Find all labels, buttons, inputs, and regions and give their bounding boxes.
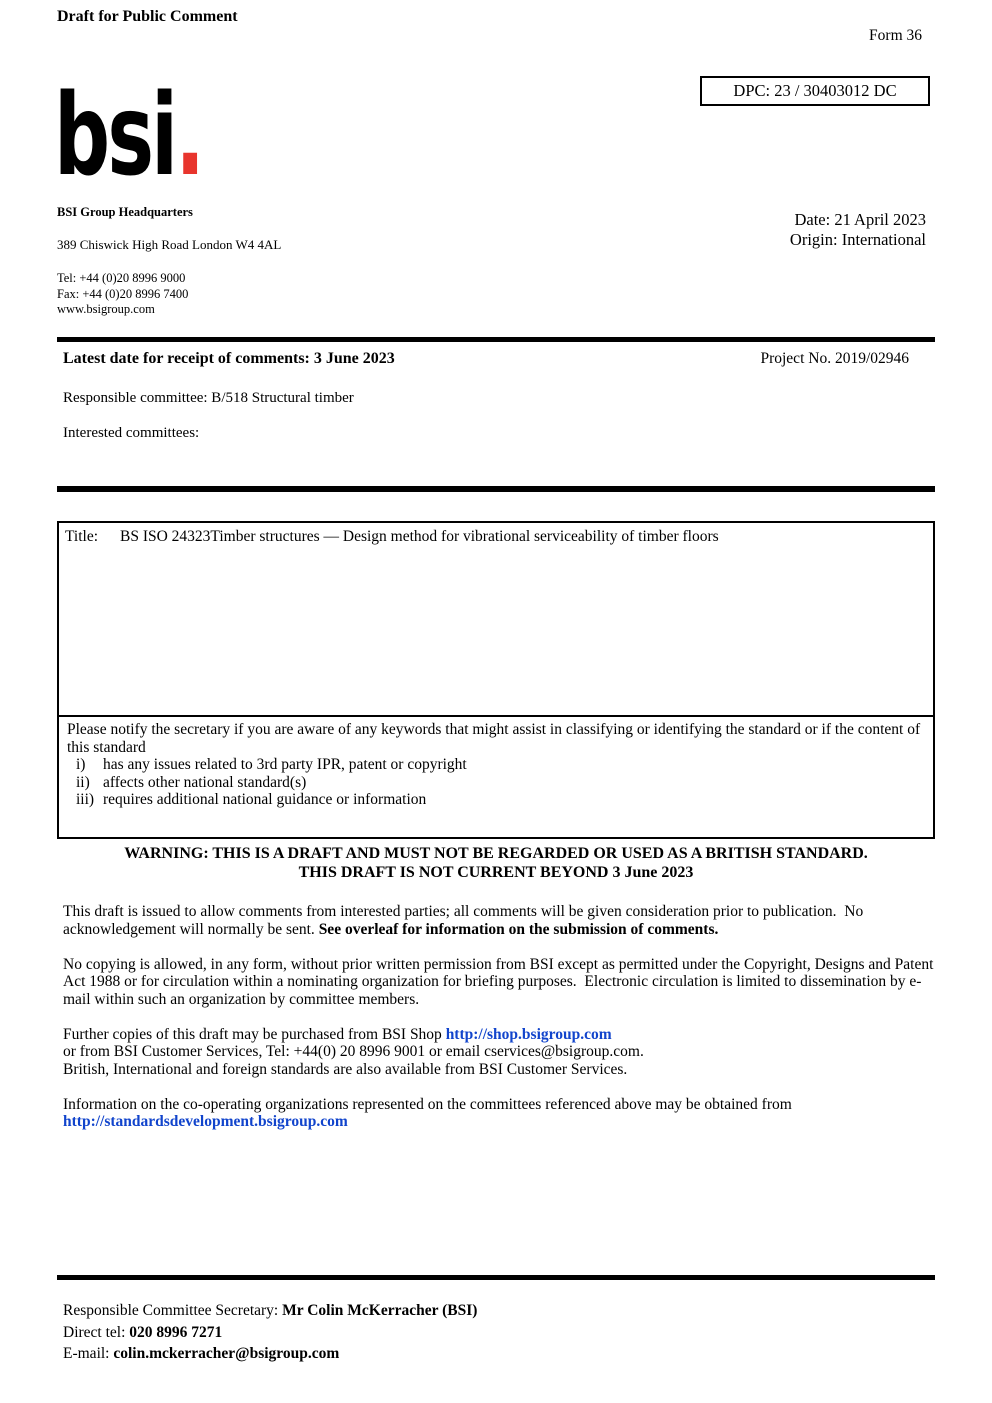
keywords-item xyxy=(67,791,925,809)
draft-for-public-comment-label: Draft for Public Comment xyxy=(57,8,238,25)
standards-availability-text: British, International and foreign standards are also available from BSI Customer Services. xyxy=(63,1060,628,1078)
comments-meta-row xyxy=(57,350,935,368)
email-label: E-mail: xyxy=(63,1345,114,1362)
email-value: colin.mckerracher@bsigroup.com xyxy=(113,1345,340,1362)
body-paragraphs xyxy=(63,903,935,1148)
paragraph-copyright-notice: No copying is allowed, in any form, without prior written permission from BSI except as permitted under the Copyright, Designs and Patent Act 1988 or for circulation within a nominating organization for briefing purposes. Electronic circulation is limited to dissemination by e-mail within such an organization by committee members. xyxy=(63,955,937,1008)
draft-warning-line1: WARNING: THIS IS A DRAFT AND MUST NOT BE REGARDED OR USED AS A BRITISH STANDARD. xyxy=(124,845,868,862)
secretary-line xyxy=(63,1300,477,1322)
dpc-number: DPC: 23 / 30403012 DC xyxy=(733,81,897,100)
comments-notice-text: This draft is issued to allow comments from interested parties; all comments will be given consideration prior to publication. No acknowledgement will normally be sent. xyxy=(63,903,868,938)
footer-contact-block xyxy=(63,1300,477,1365)
hq-address: 389 Chiswick High Road London W4 4AL xyxy=(57,237,282,252)
hq-fax: Fax: +44 (0)20 8996 7400 xyxy=(57,286,189,301)
project-number: Project No. 2019/02946 xyxy=(760,350,909,367)
direct-tel-line xyxy=(63,1322,477,1344)
hq-title: BSI Group Headquarters xyxy=(57,205,193,219)
keywords-item-number: ii) xyxy=(76,773,90,791)
direct-tel-value: 020 8996 7271 xyxy=(129,1323,223,1341)
direct-tel-label: Direct tel: xyxy=(63,1323,130,1341)
bsi-logo-dot: . xyxy=(175,71,203,201)
draft-warning xyxy=(57,845,935,882)
keywords-item xyxy=(67,756,925,774)
keywords-intro: Please notify the secretary if you are aware of any keywords that might assist in classifying or identifying the standard or if the content of this standard xyxy=(67,721,921,756)
paragraph-comments-notice xyxy=(63,903,935,938)
hq-website: www.bsigroup.com xyxy=(57,302,155,316)
headquarters-block xyxy=(57,205,281,318)
title-label: Title: xyxy=(65,528,99,545)
interested-committees-line: Interested committees: xyxy=(63,425,200,441)
further-copies-text: Further copies of this draft may be purchased from BSI Shop xyxy=(63,1025,446,1043)
email-line xyxy=(63,1343,477,1365)
hq-contact-block xyxy=(57,271,281,318)
divider-top xyxy=(57,337,935,342)
paragraph-further-copies xyxy=(63,1026,935,1079)
standards-development-link[interactable]: http://standardsdevelopment.bsigroup.com xyxy=(63,1113,348,1130)
secretary-label: Responsible Committee Secretary: xyxy=(63,1302,283,1319)
paragraph-cooperating-organizations xyxy=(63,1096,935,1131)
keywords-item-number: iii) xyxy=(76,791,95,808)
form-number: Form 36 xyxy=(869,27,922,44)
keywords-notice-box xyxy=(57,715,935,839)
dpc-number-box xyxy=(700,76,930,106)
secretary-name: Mr Colin McKerracher (BSI) xyxy=(282,1302,478,1319)
standard-title-text: BS ISO 24323Timber structures — Design method for vibrational serviceability of timber floors xyxy=(120,528,719,545)
bsi-logo xyxy=(54,71,203,201)
customer-services-text: or from BSI Customer Services, Tel: +44(0) 20 8996 9001 or email cservices@bsigroup.com. xyxy=(63,1043,644,1060)
keywords-item-text: requires additional national guidance or information xyxy=(103,791,427,808)
hq-tel: Tel: +44 (0)20 8996 9000 xyxy=(57,271,186,285)
bsi-shop-link[interactable]: http://shop.bsigroup.com xyxy=(445,1025,612,1043)
bsi-logo-text: bsi xyxy=(54,71,176,201)
latest-date-for-comments: Latest date for receipt of comments: 3 June 2023 xyxy=(63,350,395,367)
keywords-item xyxy=(67,774,925,792)
responsible-committee-line: Responsible committee: B/518 Structural timber xyxy=(63,390,354,406)
divider-bottom xyxy=(57,1275,935,1280)
date-line: Date: 21 April 2023 xyxy=(794,210,926,229)
draft-warning-line2: THIS DRAFT IS NOT CURRENT BEYOND 3 June 2023 xyxy=(298,863,694,881)
origin-line: Origin: International xyxy=(789,229,926,249)
keywords-item-text: has any issues related to 3rd party IPR, patent or copyright xyxy=(103,756,467,773)
title-box xyxy=(57,521,935,717)
cooperating-organizations-text: Information on the co-operating organizations represented on the committees referenced above may be obtained from xyxy=(63,1095,792,1113)
keywords-item-number: i) xyxy=(76,756,86,773)
comments-notice-bold-text: See overleaf for information on the submission of comments. xyxy=(318,920,719,938)
date-origin-block xyxy=(790,210,926,249)
keywords-item-text: affects other national standard(s) xyxy=(103,773,307,791)
divider-middle xyxy=(57,486,935,492)
